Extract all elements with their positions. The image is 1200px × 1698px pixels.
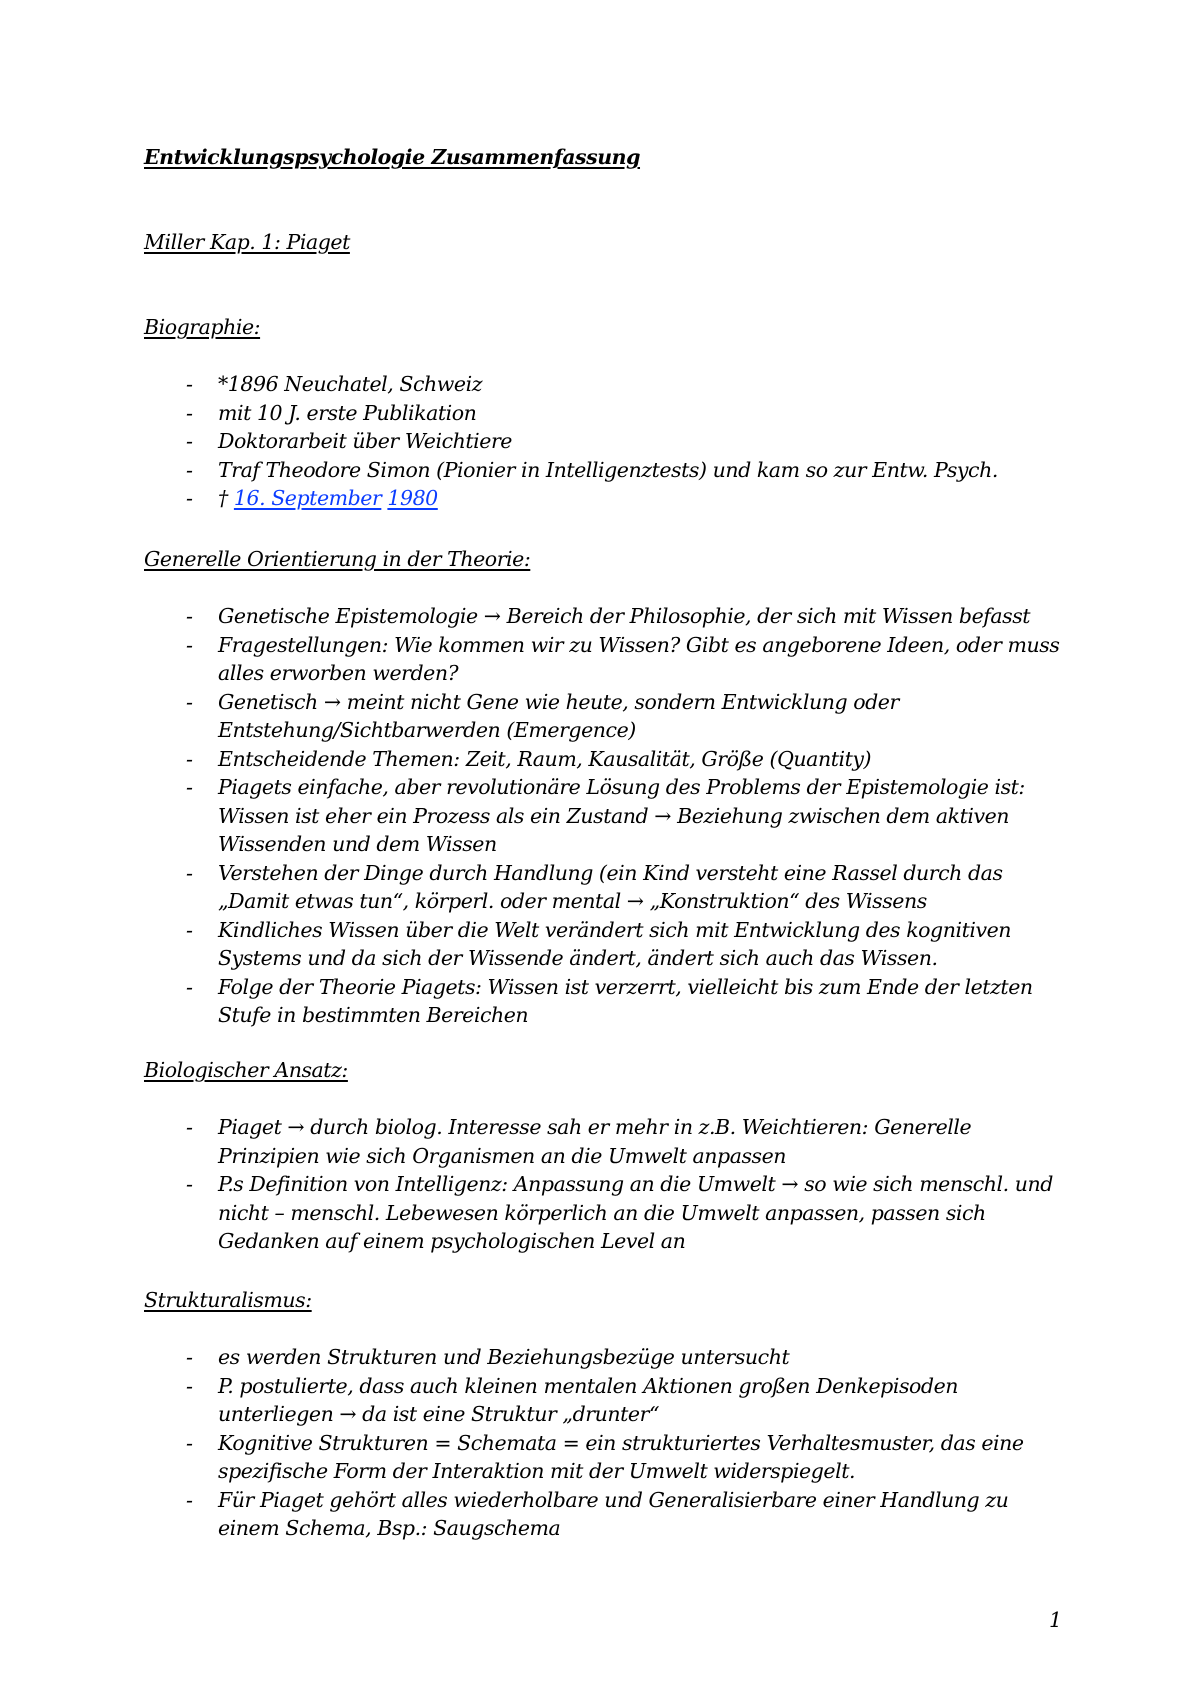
death-symbol: † (218, 486, 228, 510)
list-item: - mit 10 J. erste Publikation (144, 399, 1064, 428)
page-number: 1 (1049, 1608, 1062, 1632)
bullet-dash: - (186, 372, 193, 396)
list-item: - Doktorarbeit über Weichtiere (144, 427, 1064, 456)
list-item-death (144, 484, 1064, 513)
bullet-dash: - (186, 632, 193, 657)
list-item: - Piaget → durch biolog. Interesse sah er mehr in z.B. Weichtieren: Generelle Prinzipien wie sich Organismen an die Umwelt anpassen (186, 1115, 972, 1168)
chapter-heading: Miller Kap. 1: Piaget (144, 230, 350, 254)
biologisch-list (144, 1113, 1064, 1256)
bullet-dash: - (186, 917, 193, 942)
list-item: - Kindliches Wissen über die Welt verändert sich mit Entwicklung des kognitiven Systems und da sich der Wissende ändert, ändert sich auch das Wissen. (186, 917, 1012, 970)
death-year-link[interactable]: 1980 (387, 486, 438, 510)
bullet-dash: - (186, 1115, 193, 1139)
bullet-dash: - (186, 1172, 193, 1196)
document-title: Entwicklungspsychologie Zusammenfassung (144, 145, 641, 169)
list-item: - Fragestellungen: Wie kommen wir zu Wissen? Gibt es angeborene Ideen, oder muss alles erworben werden? (186, 632, 1060, 685)
list-item: - Kognitive Strukturen = Schemata = ein strukturiertes Verhaltesmuster, das eine spezifische Form der Interaktion mit der Umwelt widerspiegelt. (186, 1430, 1024, 1483)
bullet-dash: - (186, 1373, 193, 1398)
bullet-dash: - (186, 860, 193, 885)
bullet-dash: - (186, 400, 193, 425)
bullet-dash: - (186, 486, 193, 510)
orientierung-list (144, 602, 1064, 1030)
bullet-dash: - (186, 689, 193, 714)
bullet-dash: - (186, 429, 193, 453)
bullet-dash: - (186, 746, 193, 771)
section-heading-strukturalismus: Strukturalismus: (144, 1288, 312, 1312)
death-date-link[interactable]: 16. September (233, 486, 382, 510)
list-item: - es werden Strukturen und Beziehungsbezüge untersucht (144, 1343, 1064, 1372)
bullet-dash: - (186, 775, 193, 799)
bullet-dash: - (186, 604, 193, 628)
list-item: - Folge der Theorie Piagets: Wissen ist verzerrt, vielleicht bis zum Ende der letzten Stufe in bestimmten Bereichen (186, 974, 1033, 1027)
list-item: - P.s Definition von Intelligenz: Anpassung an die Umwelt → so wie sich menschl. und nicht – menschl. Lebewesen körperlich an die Umwelt anpassen, passen sich Gedanken auf einem psychologischen Level an (186, 1172, 1053, 1253)
list-item: - Verstehen der Dinge durch Handlung (ein Kind versteht eine Rassel durch das „Damit etwas tun“, körperl. oder mental → „Konstruktion“ des Wissens (186, 860, 1003, 913)
list-item: - Entscheidende Themen: Zeit, Raum, Kausalität, Größe (Quantity) (144, 745, 1064, 774)
section-heading-orientierung: Generelle Orientierung in der Theorie: (144, 547, 531, 571)
list-item: - Piagets einfache, aber revolutionäre Lösung des Problems der Epistemologie ist: Wissen ist eher ein Prozess als ein Zustand → Beziehung zwischen dem aktiven Wissenden und dem Wissen (186, 775, 1025, 856)
section-heading-biologisch: Biologischer Ansatz: (144, 1058, 348, 1082)
list-item: - Genetisch → meint nicht Gene wie heute, sondern Entwicklung oder Entstehung/Sichtbarwerden (Emergence) (186, 689, 899, 742)
list-item: - Genetische Epistemologie → Bereich der Philosophie, der sich mit Wissen befasst (144, 602, 1064, 631)
list-item: - P. postulierte, dass auch kleinen mentalen Aktionen großen Denkepisoden unterliegen → da ist eine Struktur „drunter“ (186, 1373, 959, 1426)
list-item: - Traf Theodore Simon (Pionier in Intelligenztests) und kam so zur Entw. Psych. (144, 456, 1064, 485)
list-item: - Für Piaget gehört alles wiederholbare und Generalisierbare einer Handlung zu einem Schema, Bsp.: Saugschema (186, 1487, 1009, 1540)
bullet-dash: - (186, 457, 193, 482)
bullet-dash: - (186, 1345, 193, 1369)
bullet-dash: - (186, 1430, 193, 1455)
biographie-list (144, 370, 1064, 513)
bullet-dash: - (186, 974, 193, 999)
bullet-dash: - (186, 1487, 193, 1512)
section-heading-biographie: Biographie: (144, 315, 261, 339)
list-item: - *1896 Neuchatel, Schweiz (144, 370, 1064, 399)
strukturalismus-list (144, 1343, 1064, 1543)
